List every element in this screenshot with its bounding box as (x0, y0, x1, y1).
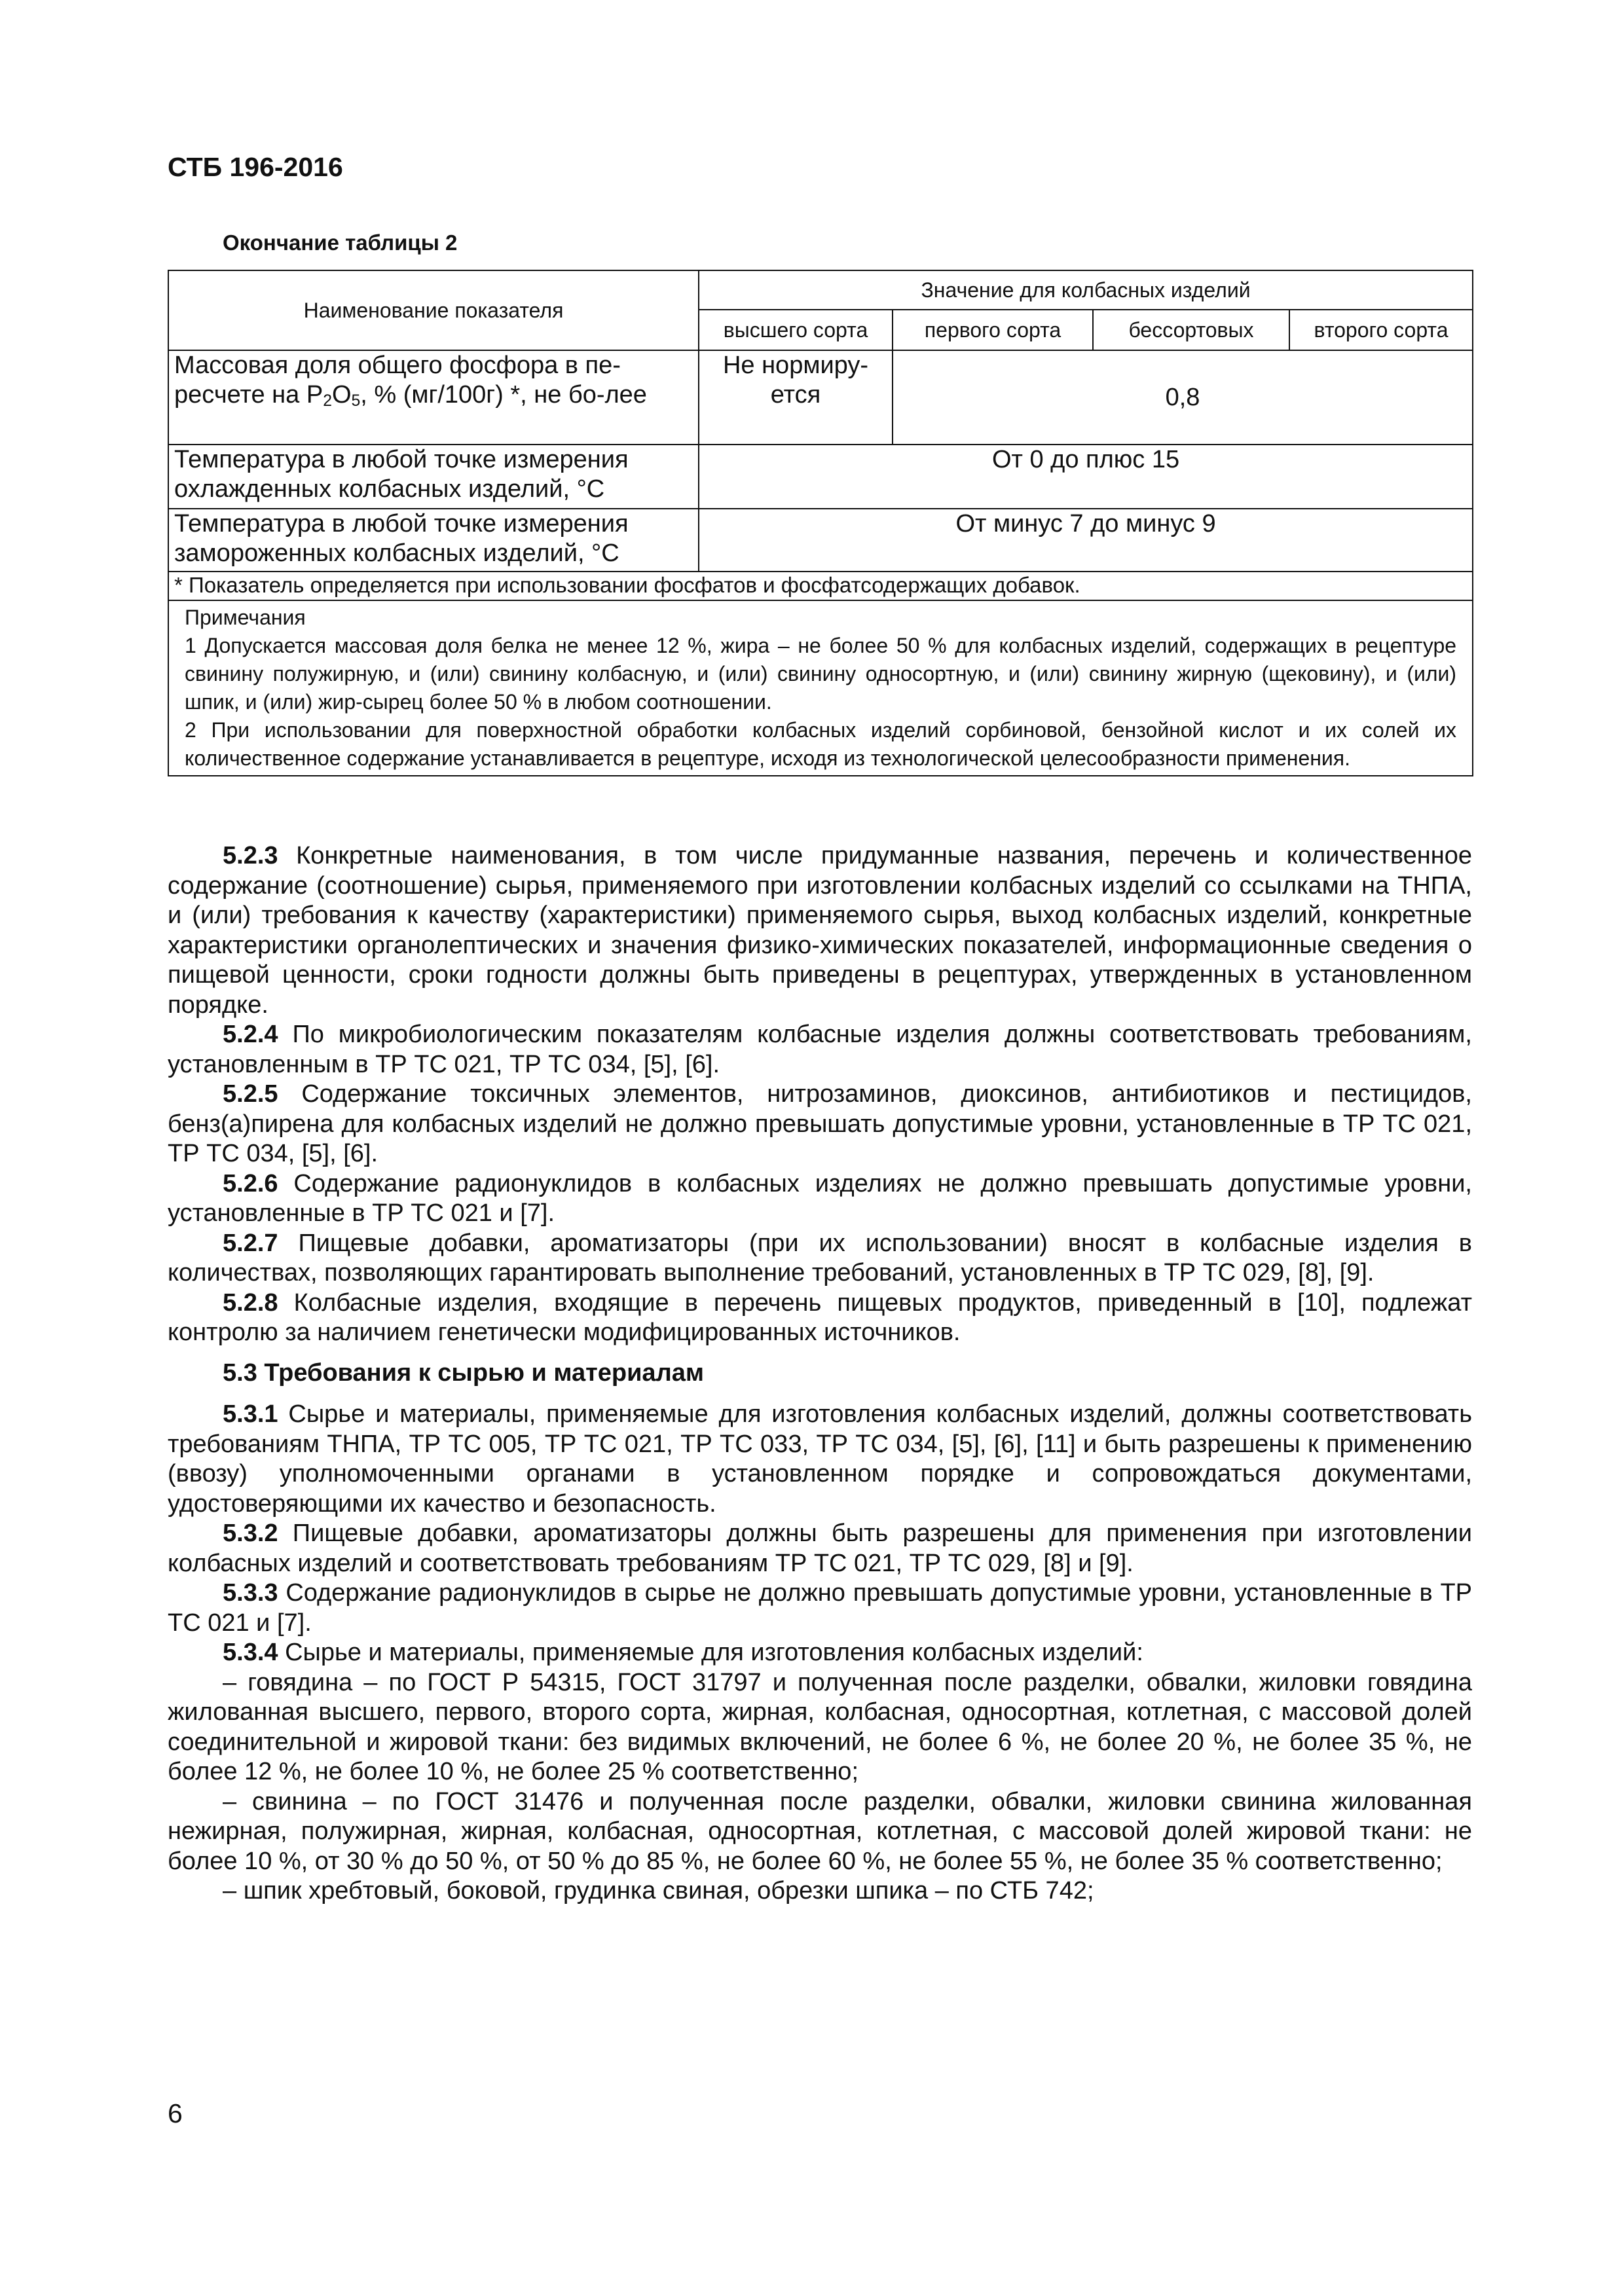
paragraph-5-2-4: 5.2.4 По микробиологическим показателям колбасные изделия должны соответствовать требованиям, установленным в ТР ТС 021, ТР ТС 034, [5], [6]. (168, 1021, 1472, 1078)
paragraph-5-2-3: 5.2.3 Конкретные наименования, в том числе придуманные названия, перечень и количественное содержание (соотношение) сырья, применяемого при изготовлении колбасных изделий со ссылками на ТНПА, и (или) требования к качеству (характеристики) применяемого сырья, выход колбасных изделий, конкретные характеристики органолептических и значения физико-химических показателей, информационные сведения о пищевой ценности, сроки годности должны быть приведены в рецептурах, утвержденных в установленном порядке. (168, 842, 1472, 1019)
col-header-name: Наименование показателя (168, 270, 699, 350)
row-name-phosphorus: Массовая доля общего фосфора в пе-ресчете на $P_2O_5$, % (мг/100г) *, не бо-лее (168, 350, 699, 445)
paragraph-5-2-8: 5.2.8 Колбасные изделия, входящие в перечень пищевых продуктов, приведенный в [10], подлежат контролю за наличием генетически модифицированных источников. (168, 1288, 1472, 1346)
table-row (168, 350, 1473, 445)
grade-header-2: первого сорта (893, 310, 1093, 350)
notes-title: Примечания (185, 606, 306, 629)
row-name-frozen-temp: Температура в любой точке измерения замороженных колбасных изделий, °C (168, 509, 699, 572)
page-number: 6 (168, 2098, 183, 2128)
list-item: – шпик хребтовый, боковой, грудинка свиная, обрезки шпика – по СТБ 742; (223, 1877, 1094, 1904)
grade-header-3: бессортовых (1093, 310, 1289, 350)
list-item: – говядина – по ГОСТ Р 54315, ГОСТ 31797 и полученная после разделки, обвалки, жиловки говядина жилованная высшего, первого, второго сорта, жирная, колбасная, односортная, котлетная, с массовой долей соединительной и жировой ткани: без видимых включений, не более 6 %, не более 20 %, не более 35 %, не более 12 %, не более 10 %, не более 25 % соответственно; (168, 1668, 1472, 1785)
table-row (168, 445, 1473, 509)
table-caption: Окончание таблицы 2 (223, 230, 458, 255)
paragraph-5-2-5: 5.2.5 Содержание токсичных элементов, нитрозаминов, диоксинов, антибиотиков и пестицидов, бенз(а)пирена для колбасных изделий не должно превышать допустимые уровни, установленные в ТР ТС 021, ТР ТС 034, [5], [6]. (168, 1080, 1472, 1167)
table-footnote: * Показатель определяется при использовании фосфатов и фосфатсодержащих добавок. (168, 572, 1473, 600)
paragraph-5-2-6: 5.2.6 Содержание радионуклидов в колбасных изделиях не должно превышать допустимые уровни, установленные в ТР ТС 021 и [7]. (168, 1169, 1472, 1227)
table-row (168, 509, 1473, 572)
section-heading-5-3: 5.3 Требования к сырью и материалам (223, 1358, 704, 1387)
paragraph-5-3-2: 5.3.2 Пищевые добавки, ароматизаторы должны быть разрешены для применения при изготовлении колбасных изделий и соответствовать требованиям ТР ТС 021, ТР ТС 029, [8] и [9]. (168, 1520, 1472, 1577)
note-item-1: 1 Допускается массовая доля белка не менее 12 %, жира – не более 50 % для колбасных изделий, содержащих в рецептуре свинину полужирную, и (или) свинину колбасную, и (или) свинину односортную, и (или) свинину жирную (щековину), и (или) шпик, и (или) жир-сырец более 50 % в любом соотношении. (185, 634, 1457, 714)
paragraph-5-3-4: 5.3.4 Сырье и материалы, применяемые для изготовления колбасных изделий: (223, 1639, 1143, 1666)
row-value-chilled-temp: От 0 до плюс 15 (699, 445, 1473, 509)
requirements-table (168, 270, 1473, 776)
grade-header-1: высшего сорта (699, 310, 893, 350)
paragraph-5-3-1: 5.3.1 Сырье и материалы, применяемые для изготовления колбасных изделий, должны соответствовать требованиям ТНПА, ТР ТС 005, ТР ТС 021, ТР ТС 033, ТР ТС 034, [5], [6], [11] и быть разрешены к применению (ввозу) уполномоченными органами в установленном порядке и сопровождаться документами, удостоверяющими их качество и безопасность. (168, 1400, 1472, 1518)
note-item-2: 2 При использовании для поверхностной обработки колбасных изделий сорбиновой, бензойной кислот и их солей их количественное содержание устанавливается в рецептуре, исходя из технологической целесообразности применения. (185, 718, 1457, 770)
row-value-frozen-temp: От минус 7 до минус 9 (699, 509, 1473, 572)
grade-header-4: второго сорта (1289, 310, 1473, 350)
paragraph-5-2-7: 5.2.7 Пищевые добавки, ароматизаторы (при их использовании) вносят в колбасные изделия в количествах, позволяющих гарантировать выполнение требований, установленных в ТР ТС 029, [8], [9]. (168, 1229, 1472, 1286)
document-code: СТБ 196-2016 (168, 152, 343, 182)
table-notes (168, 600, 1473, 776)
list-item: – свинина – по ГОСТ 31476 и полученная после разделки, обвалки, жиловки свинина жилованная нежирная, полужирная, жирная, колбасная, односортная, котлетная, с массовой долей жировой ткани: не более 10 %, от 30 % до 50 %, от 50 % до 85 %, не более 60 %, не более 55 %, не более 35 % соответственно; (168, 1787, 1472, 1875)
body-text (168, 841, 1472, 1906)
col-header-value-group: Значение для колбасных изделий (699, 270, 1473, 310)
paragraph-5-3-3: 5.3.3 Содержание радионуклидов в сырье не должно превышать допустимые уровни, установленные в ТР ТС 021 и [7]. (168, 1579, 1472, 1637)
row-value-top-grade: Не нормиру-ется (699, 350, 893, 445)
requirements-table-wrapper (168, 270, 1472, 776)
row-value-other-grades: 0,8 (893, 350, 1473, 445)
row-name-chilled-temp: Температура в любой точке измерения охлажденных колбасных изделий, °C (168, 445, 699, 509)
